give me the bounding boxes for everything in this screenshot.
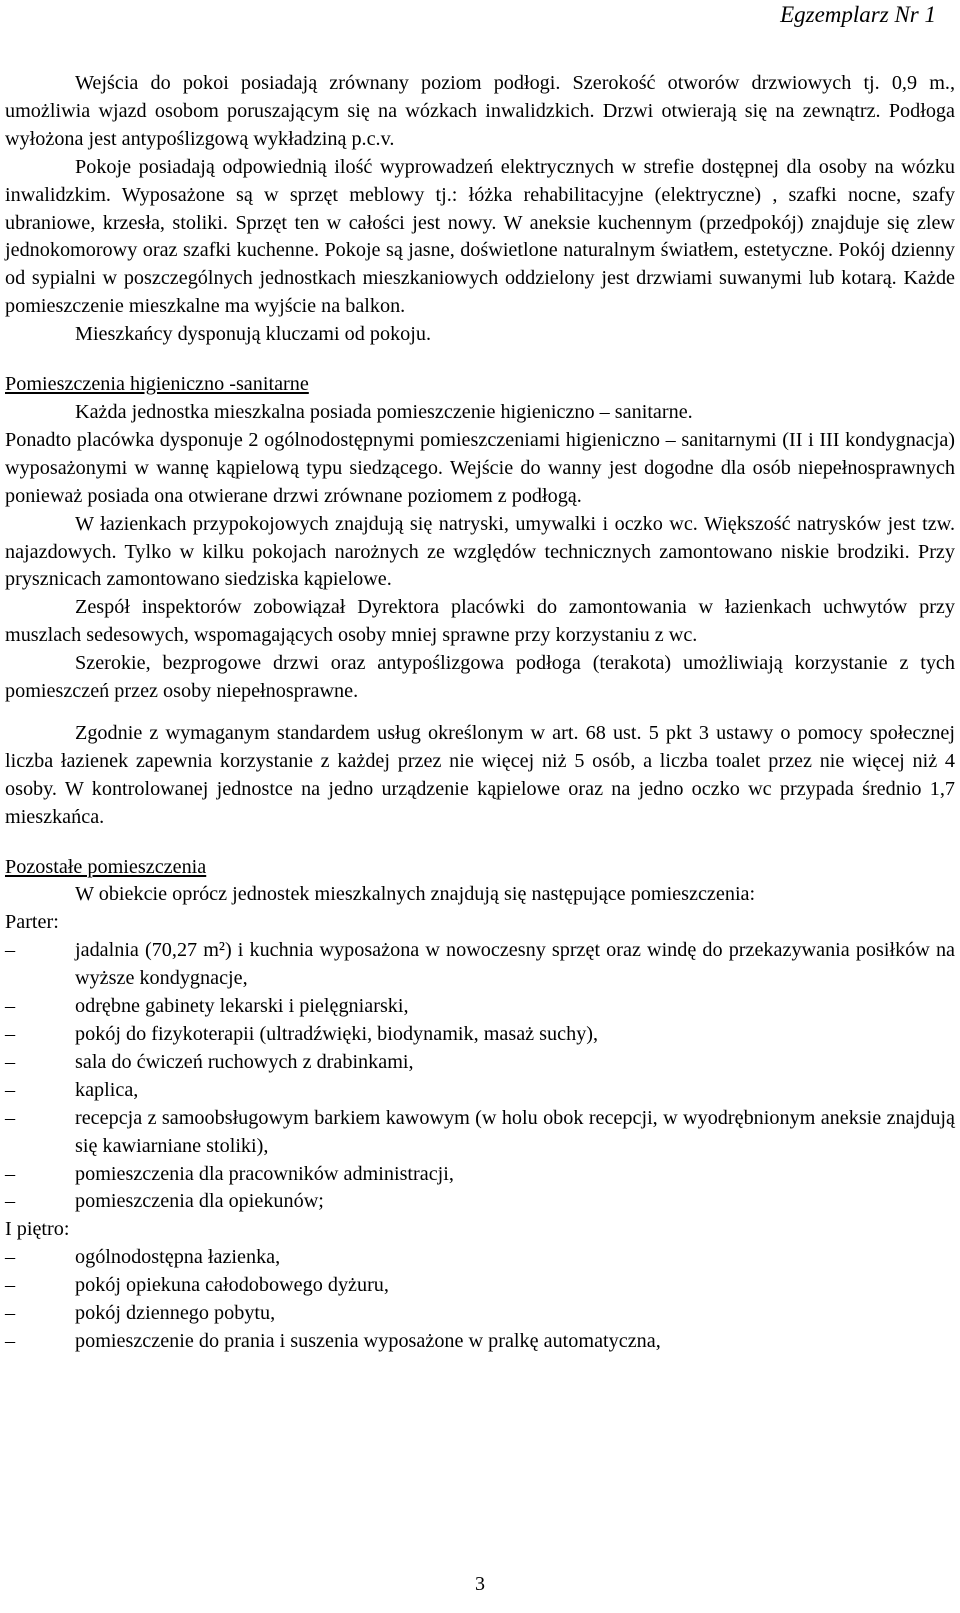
paragraph: Zespół inspektorów zobowiązał Dyrektora placówki do zamontowania w łazienkach uchwytów przy muszlach sedesowych, wspomagających osoby mniej sprawne przy korzystaniu z wc. [5,596,955,647]
paragraph: Pokoje posiadają odpowiednią ilość wyprowadzeń elektrycznych w strefie dostępnej dla osoby na wózku inwalidzkim. Wyposażone są w sprzęt meblowy tj.: łóżka rehabilitacyjne (elektryczne) , szafki nocne, szafy ubraniowe, krzesła, stoliki. Sprzęt ten w całości jest nowy. W aneksie kuchennym (przedpokój) znajduje się zlew jednokomorowy oraz szafki kuchenne. Pokoje są jasne, doświetlone naturalnym światłem, estetyczne. Pokój dzienny od sypialni w poszczególnych jednostkach mieszkaniowych oddzielony jest drzwiami suwanymi lub kotarą. Każde pomieszczenie mieszkalne ma wyjście na balkon. [5,155,955,318]
list-item: – recepcja z samoobsługowym barkiem kawowym (w holu obok recepcji, w wyodrębnionym aneksie znajdują się kawiarniane stoliki), [5,1105,955,1161]
paragraph: W łazienkach przypokojowych znajdują się natryski, umywalki i oczko wc. Większość natrysków jest tzw. najazdowych. Tylko w kilku pokojach narożnych ze względów technicznych zamontowano niskie brodziki. Przy prysznicach zamontowano siedziska kąpielowe. [5,512,955,591]
list-item: – pokój dziennego pobytu, [5,1300,955,1328]
section-heading-sanitary: Pomieszczenia higieniczno -sanitarne [5,373,309,396]
list-item: – pomieszczenia dla pracowników administracji, [5,1161,955,1189]
list-item: – pokój do fizykoterapii (ultradźwięki, biodynamik, masaż suchy), [5,1021,955,1049]
paragraph: Wejścia do pokoi posiadają zrównany poziom podłogi. Szerokość otworów drzwiowych tj. 0,9 m., umożliwia wjazd osobom poruszającym się na wózkach inwalidzkich. Drzwi otwierają się na zewnątrz. Podłoga wyłożona jest antypoślizgową wykładziną p.c.v. [5,72,955,150]
paragraph: Każda jednostka mieszkalna posiada pomieszczenie higieniczno – sanitarne. [75,400,693,423]
list-item: – jadalnia (70,27 m²) i kuchnia wyposażona w nowoczesny sprzęt oraz windę do przekazywania posiłków na wyższe kondygnacje, [5,937,955,993]
list-item: – kaplica, [5,1077,955,1105]
list-item: – pomieszczenia dla opiekunów; [5,1188,955,1216]
paragraph: Ponadto placówka dysponuje 2 ogólnodostępnymi pomieszczeniami higieniczno – sanitarnymi (II i III kondygnacja) wyposażonymi w wannę kąpielową typu siedzącego. Wejście do wanny jest dogodne dla osób niepełnosprawnych ponieważ posiada ona otwierane drzwi zrównane poziomem z podłogą. [5,428,955,507]
floor-label-ground: Parter: [5,911,59,934]
copy-label: Egzemplarz Nr 1 [780,2,936,27]
list-item: – odrębne gabinety lekarski i pielęgniarski, [5,993,955,1021]
paragraph: Mieszkańcy dysponują kluczami od pokoju. [75,323,432,346]
paragraph: Zgodnie z wymaganym standardem usług określonym w art. 68 ust. 5 pkt 3 ustawy o pomocy społecznej liczba łazienek zapewnia korzystanie z każdej przez nie więcej niż 5 osób, a liczba toalet przez nie więcej niż 4 osoby. W kontrolowanej jednostce na jedno urządzenie kąpielowe oraz na jedno oczko wc przypada średnio 1,7 mieszkańca. [5,721,955,828]
section-heading-other-rooms: Pozostałe pomieszczenia [5,855,207,878]
document-body [5,70,955,1356]
ground-floor-list [5,937,955,1216]
list-item: – sala do ćwiczeń ruchowych z drabinkami, [5,1049,955,1077]
paragraph: Szerokie, bezprogowe drzwi oraz antypoślizgowa podłoga (terakota) umożliwiają korzystanie z tych pomieszczeń przez osoby niepełnosprawne. [5,652,955,703]
first-floor-list [5,1244,955,1356]
list-item: – pokój opiekuna całodobowego dyżuru, [5,1272,955,1300]
list-item: – ogólnodostępna łazienka, [5,1244,955,1272]
floor-label-first: I piętro: [5,1218,70,1241]
page-number: 3 [475,1573,485,1595]
list-item: – pomieszczenie do prania i suszenia wyposażone w pralkę automatyczna, [5,1328,955,1356]
paragraph: W obiekcie oprócz jednostek mieszkalnych znajdują się następujące pomieszczenia: [75,883,756,906]
